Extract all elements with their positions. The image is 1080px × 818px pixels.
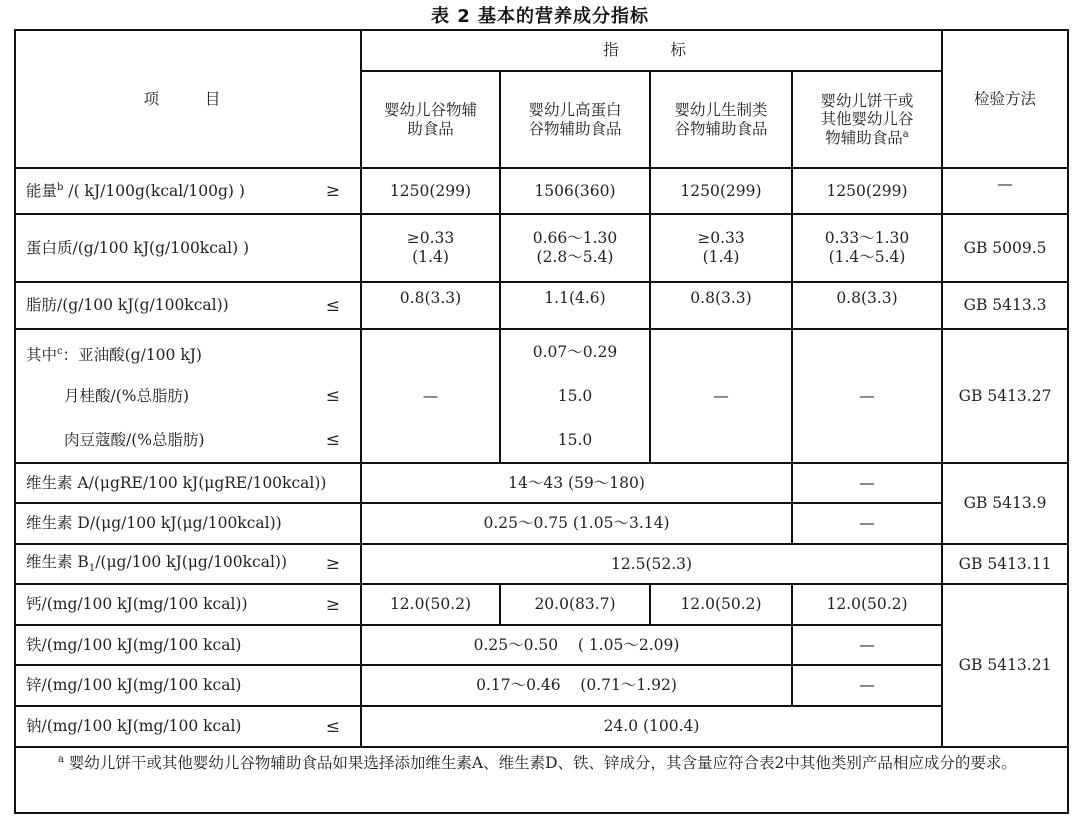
table-row-vitamin-b1 [15, 544, 1068, 584]
category-line: 婴幼儿谷物辅 [383, 100, 477, 119]
footnote-marker: c [57, 346, 63, 357]
category-line: 婴幼儿饼干或 [820, 91, 914, 110]
table-row-calcium [15, 584, 1068, 625]
method-cell: — [942, 168, 1068, 214]
category-line: 其他婴幼儿谷 [820, 110, 914, 129]
value-cell: — [792, 463, 942, 503]
value-cell: — [792, 665, 942, 706]
relation-symbol: ≥ [325, 180, 340, 201]
value-cell: 0.8(3.3) [650, 282, 792, 329]
nutrition-table [14, 29, 1069, 814]
value-cell: 0.8(3.3) [792, 282, 942, 329]
value-cell: 1.1(4.6) [500, 282, 650, 329]
relation-symbol: ≤ [325, 295, 340, 316]
value-cell: ≥0.33 (1.4) [650, 214, 792, 282]
header-indicator [361, 30, 942, 71]
value-cell: 12.0(50.2) [650, 584, 792, 625]
category-line: 物辅助食品$^a$ [825, 128, 909, 147]
method-cell: GB 5413.21 [942, 584, 1068, 747]
header-category-3 [650, 71, 792, 168]
value-cell: 12.0(50.2) [361, 584, 500, 625]
footnote-marker: b [57, 181, 64, 193]
relation-symbol: ≤ [325, 386, 340, 406]
header-method [942, 30, 1068, 168]
value-cell: 0.07～0.29 15.0 15.0 [500, 329, 650, 463]
row-label: 能量$^b$ /( kJ/100g(kcal/100g) ) ≥ [15, 168, 361, 214]
footnote-marker: a [58, 754, 64, 765]
value-cell: 1250(299) [650, 168, 792, 214]
value-cell: — [792, 503, 942, 544]
category-line: 谷物辅助食品 [528, 119, 622, 138]
value-cell: 0.17～0.46 (0.71～1.92) [361, 665, 792, 706]
header-method-label: 检验方法 [974, 89, 1037, 108]
value-cell: 1250(299) [361, 168, 500, 214]
table-row-protein [15, 214, 1068, 282]
header-category-2 [500, 71, 650, 168]
value-cell: — [650, 329, 792, 463]
linoleic-label: 其中$^c$：亚油酸(g/100 kJ) [26, 346, 202, 365]
table-row-vitamin-a [15, 463, 1068, 503]
lauric-label: 月桂酸/(%总脂肪) ≤ [26, 374, 360, 418]
relation-symbol: ≥ [325, 594, 340, 615]
table-row-vitamin-d [15, 503, 1068, 544]
row-label: 蛋白质/(g/100 kJ(g/100kcal) ) [15, 214, 361, 282]
header-indicator-label: 指 标 [603, 41, 700, 60]
value-cell: 20.0(83.7) [500, 584, 650, 625]
method-cell: GB 5413.11 [942, 544, 1068, 584]
value-cell: 0.8(3.3) [361, 282, 500, 329]
value-cell: 0.25～0.50 ( 1.05～2.09) [361, 625, 792, 665]
method-cell: GB 5413.9 [942, 463, 1068, 544]
header-item [15, 30, 361, 168]
row-label: 锌/(mg/100 kJ(mg/100 kcal) [15, 665, 361, 706]
value-cell: 12.5(52.3) [361, 544, 942, 584]
table-row-sodium [15, 706, 1068, 747]
method-cell: GB 5413.27 [942, 329, 1068, 463]
footnote-text: 婴幼儿饼干或其他婴幼儿谷物辅助食品如果选择添加维生素A、维生素D、铁、锌成分，其含量应符合表2中其他类别产品相应成分的要求。 [63, 754, 1017, 773]
header-category-4 [792, 71, 942, 168]
method-cell: GB 5413.3 [942, 282, 1068, 329]
table-row-fatty-acids [15, 329, 1068, 463]
relation-symbol: ≤ [325, 430, 340, 450]
value-cell: 12.0(50.2) [792, 584, 942, 625]
value-cell: — [792, 329, 942, 463]
footnote [15, 747, 1068, 813]
row-label: 脂肪/(g/100 kJ(g/100kcal)) ≤ [15, 282, 361, 329]
table-row-zinc [15, 665, 1068, 706]
value-cell: 14～43 (59～180) [361, 463, 792, 503]
value-cell: — [792, 625, 942, 665]
footnote-marker: a [902, 128, 909, 140]
table-row-iron [15, 625, 1068, 665]
row-label: 钙/(mg/100 kJ(mg/100 kcal)) ≥ [15, 584, 361, 625]
value-cell: 24.0 (100.4) [361, 706, 942, 747]
value-cell: 0.33～1.30 (1.4～5.4) [792, 214, 942, 282]
value-cell: 0.25～0.75 (1.05～3.14) [361, 503, 792, 544]
relation-symbol: ≤ [325, 716, 340, 737]
header-item-label: 项 目 [143, 89, 233, 108]
table-row-fat [15, 282, 1068, 329]
category-line: 婴幼儿高蛋白 [528, 100, 622, 119]
header-category-1 [361, 71, 500, 168]
value-cell: — [361, 329, 500, 463]
value-cell: ≥0.33 (1.4) [361, 214, 500, 282]
row-label: 维生素 A/(μgRE/100 kJ(μgRE/100kcal)) [15, 463, 361, 503]
value-cell: 1506(360) [500, 168, 650, 214]
row-label: 铁/(mg/100 kJ(mg/100 kcal) [15, 625, 361, 665]
row-label: 钠/(mg/100 kJ(mg/100 kcal) ≤ [15, 706, 361, 747]
relation-symbol: ≥ [325, 553, 340, 574]
row-label [15, 329, 361, 463]
row-label: 维生素 D/(μg/100 kJ(μg/100kcal)) [15, 503, 361, 544]
myristic-label: 肉豆蔻酸/(%总脂肪) ≤ [26, 418, 360, 462]
value-cell: 0.66～1.30 (2.8～5.4) [500, 214, 650, 282]
table-row-energy [15, 168, 1068, 214]
category-line: 谷物辅助食品 [674, 119, 768, 138]
category-line: 婴幼儿生制类 [674, 100, 768, 119]
category-line: 助食品 [407, 119, 454, 138]
table-title: 表 2 基本的营养成分指标 [430, 6, 650, 27]
table-footnote-row [15, 747, 1068, 813]
value-cell: 1250(299) [792, 168, 942, 214]
method-cell: GB 5009.5 [942, 214, 1068, 282]
row-label: 维生素 $B_1/(\mu g/100$ kJ(μg/100kcal)) ≥ [15, 544, 361, 584]
